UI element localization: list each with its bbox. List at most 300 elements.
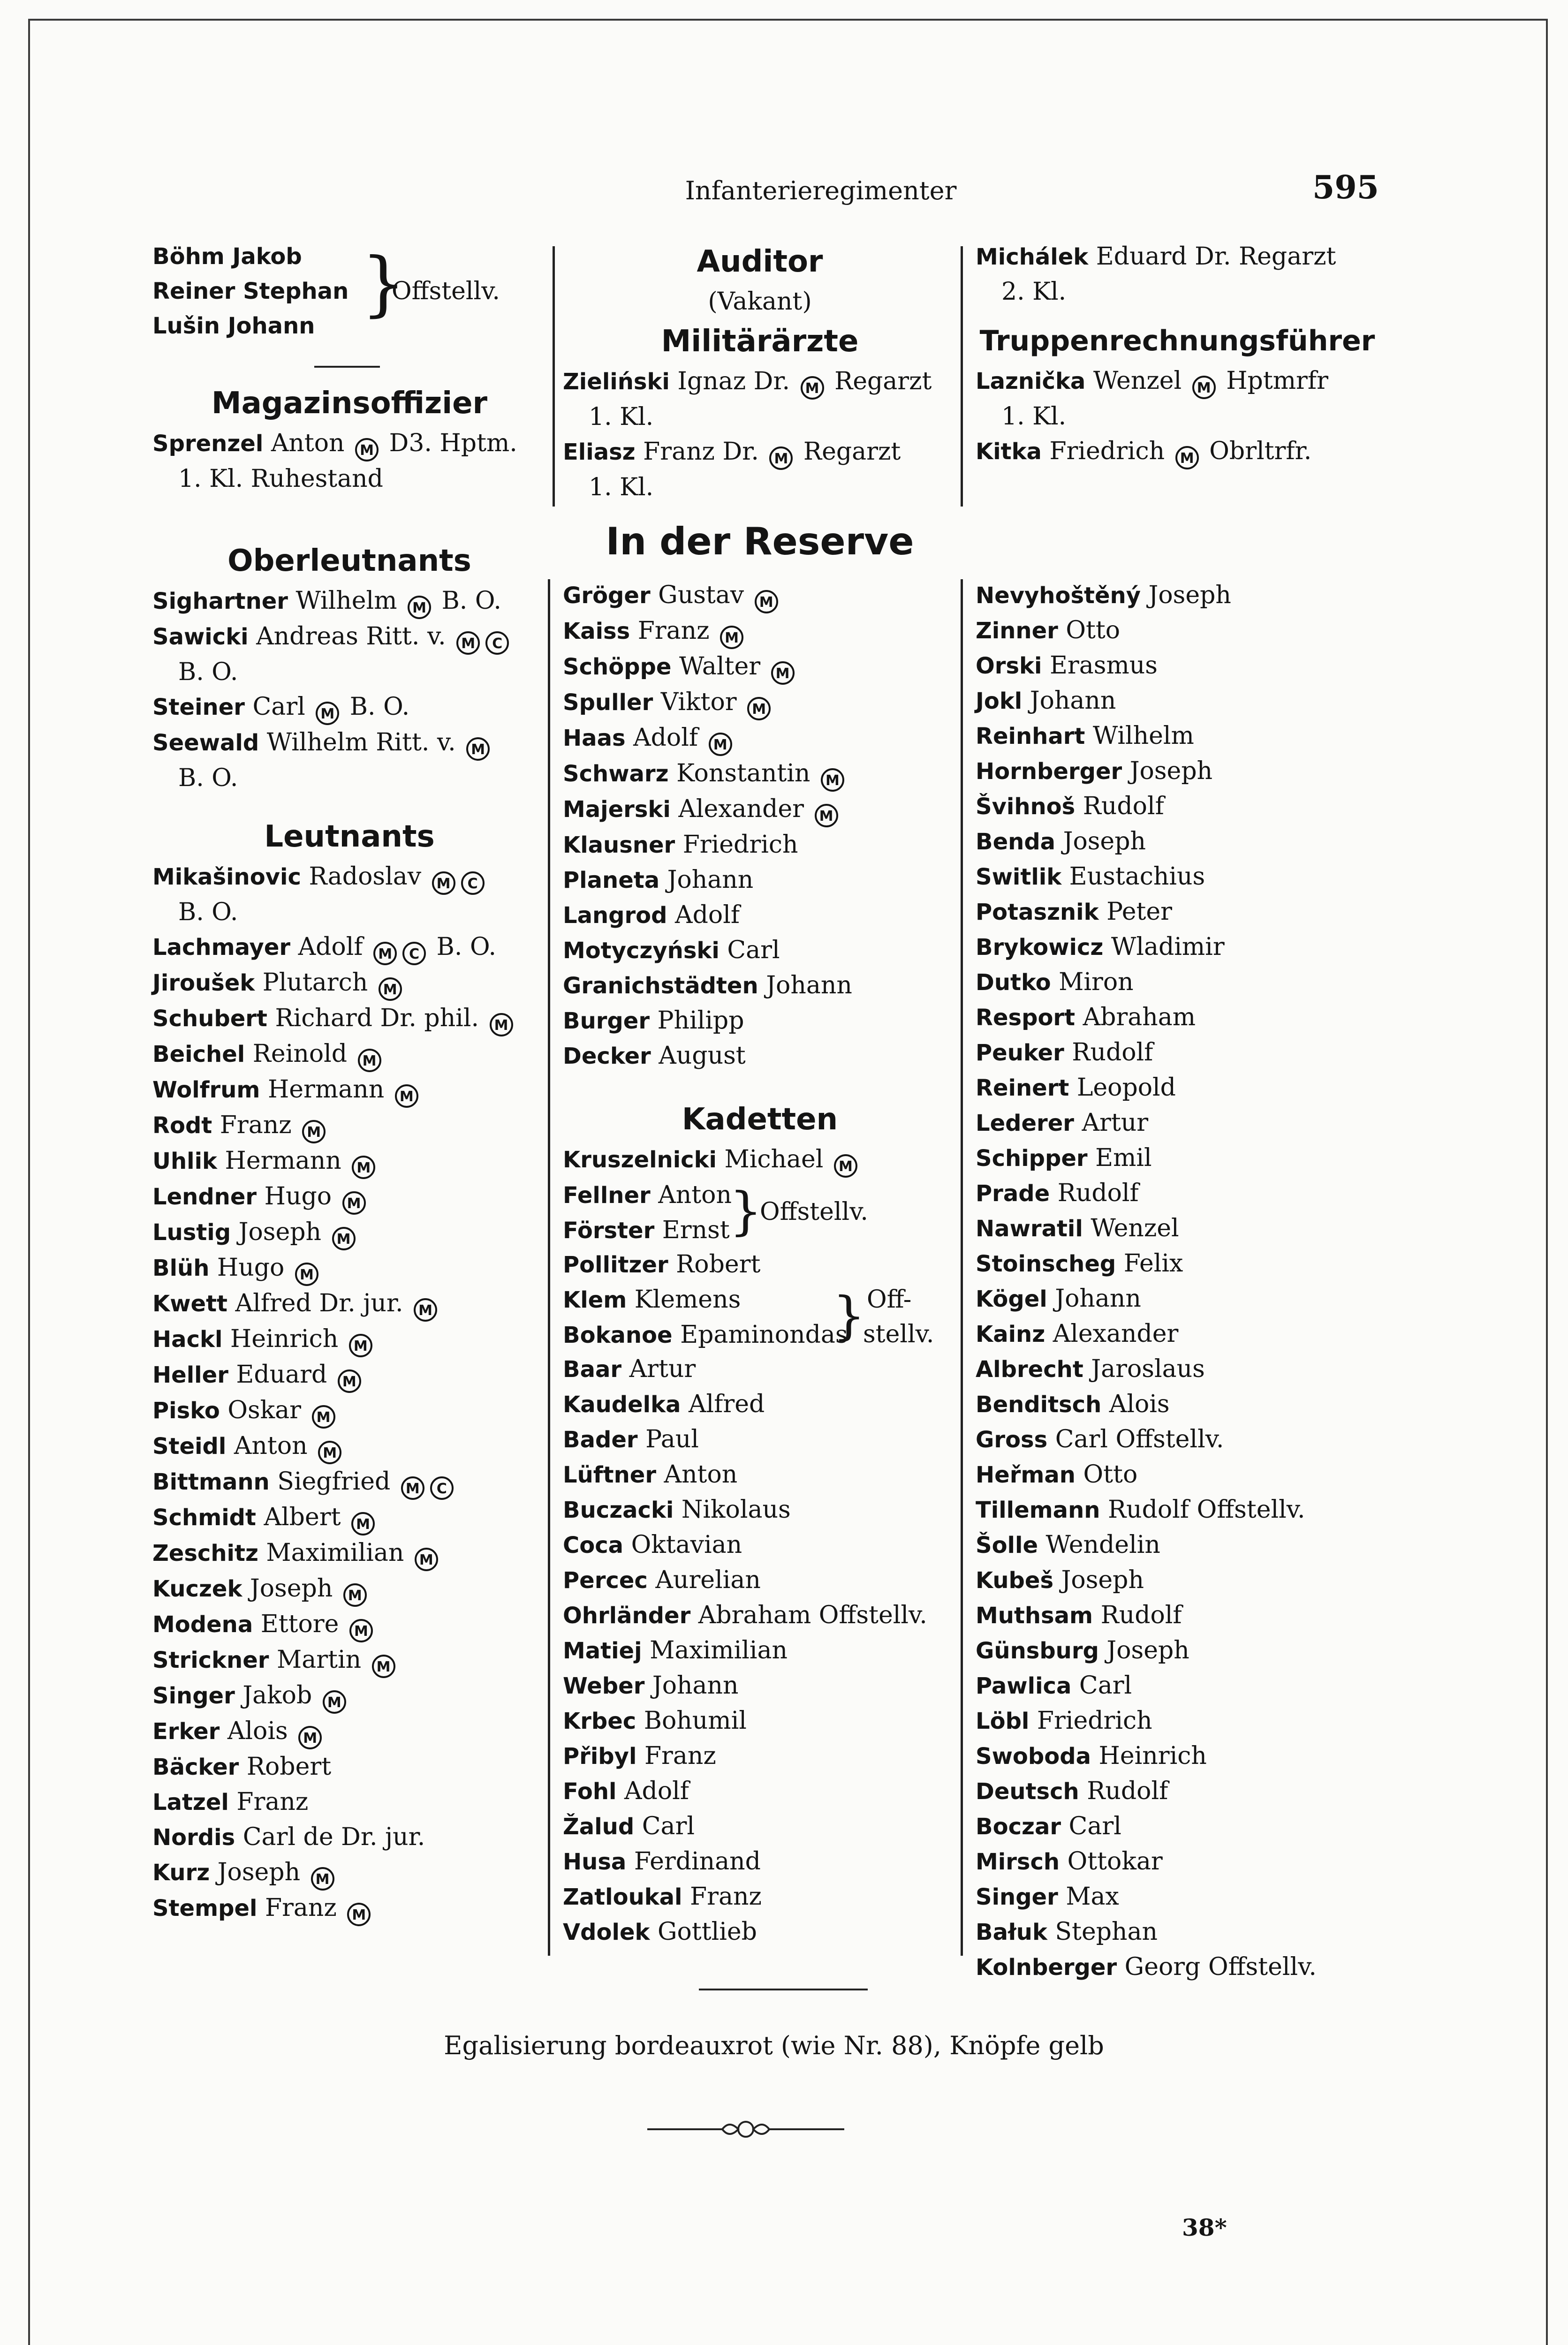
entry-surname: Lachmayer [152,934,291,961]
entry-continuation: B. O. [178,898,238,926]
entry-surname: Mirsch [976,1849,1060,1875]
entry-given: Eustachius [1069,862,1205,891]
m-symbol: M [821,768,844,792]
entry-given: Anton [234,1432,308,1460]
entry-surname: Laznička [976,368,1086,394]
entry-surname: Pisko [152,1398,220,1424]
entry-surname: Beichel [152,1041,245,1067]
entry-surname: Kaiss [563,618,630,644]
entry-tail: D3. Hptm. [389,429,517,457]
entry-given: Radoslav [309,862,422,891]
entry-given: Maximilian [266,1539,404,1567]
m-symbol: M [343,1583,367,1607]
entry-surname: Swoboda [976,1743,1091,1770]
entry-given: Carl [727,936,780,964]
entry-surname: Kitka [976,439,1042,465]
entry-given: Otto [1066,616,1121,644]
m-symbol: M [355,438,379,461]
entry-surname: Švihnoš [976,794,1076,820]
m-symbol: M [323,1690,346,1714]
entry-surname: Nevyhoštěný [976,582,1141,609]
entry-surname: Lendner [152,1184,257,1210]
entry-surname: Decker [563,1043,651,1069]
entry-surname: Mikašinovic [152,864,301,890]
entry-surname: Jiroušek [152,970,255,996]
entry-given: Plutarch [262,968,368,997]
entry-surname: Motyczyński [563,938,720,964]
entry-given: Emil [1095,1144,1152,1172]
column-2-reserve [563,578,957,1950]
entry-surname: Muthsam [976,1603,1093,1629]
entry-surname: Kaudelka [563,1392,681,1418]
entry-given: Max [1066,1883,1119,1911]
entry-given: Artur [1082,1109,1149,1137]
entry-surname: Gross [976,1427,1048,1453]
entry-given: Rudolf [1083,792,1164,820]
entry-given: Johann [1055,1285,1141,1313]
entry-surname: Langrod [563,902,667,929]
entry-given: Hugo [264,1182,332,1210]
entry-surname: Seewald [152,730,259,756]
section-heading-magazinsoffizier: Magazinsoffizier [211,386,488,421]
entry-surname: Schubert [152,1006,267,1032]
entry-given: Abraham [1083,1003,1196,1031]
m-symbol: M [332,1227,356,1250]
entry-surname: Erker [152,1718,220,1745]
entry-surname: Dutko [976,969,1051,996]
entry-given: Carl [1079,1672,1132,1700]
m-symbol: M [358,1049,381,1072]
entry-surname: Kainz [976,1321,1045,1347]
entry-surname: Singer [152,1683,235,1709]
ornament-flourish-left [722,2125,738,2134]
entry-given: Eduard Dr. Regarzt [1096,242,1336,271]
entry-given: Alfred Dr. jur. [235,1289,403,1317]
column-2 [563,239,957,505]
ornament-center [738,2122,753,2137]
entry-surname: Baar [563,1356,622,1383]
entry-given: Johann [766,971,852,999]
entry-given: Peter [1106,898,1173,926]
entry-given: Friedrich [1037,1707,1152,1735]
entry-continuation: B. O. [178,658,238,686]
entry-surname: Boczar [976,1814,1061,1840]
entry-surname: Kruszelnicki [563,1147,717,1173]
entry-given: Michael [724,1145,824,1173]
brace-label: Offstellv. [760,1198,868,1226]
entry-given: Johann [667,866,754,894]
entry-surname: Förster [563,1218,655,1244]
entry-surname: Potasznik [976,899,1099,925]
m-symbol: M [295,1263,318,1286]
m-symbol: M [311,1867,334,1891]
entry-given: Rudolf Offstellv. [1107,1496,1305,1524]
m-symbol: M [456,631,480,655]
entry-given: Georg Offstellv. [1124,1953,1317,1981]
entry-surname: Strickner [152,1647,269,1673]
entry-given: Jaroslaus [1091,1355,1205,1383]
section-heading-militaerarzte: Militärärzte [661,324,859,359]
m-symbol: M [1192,376,1216,399]
entry-surname: Kurz [152,1860,210,1886]
m-symbol: M [298,1726,322,1749]
entry-surname: Kuczek [152,1576,242,1602]
entry-surname: Kögel [976,1286,1047,1312]
entry-given: Franz [265,1894,337,1922]
entry-given: Klemens [634,1286,741,1314]
entry-given: Carl [1068,1812,1121,1840]
column-3 [976,239,1379,469]
m-symbol: M [302,1120,326,1143]
entry-given: Walter [679,652,761,681]
m-symbol: M [755,590,778,613]
m-symbol: M [347,1903,371,1926]
entry-surname: Steidl [152,1433,227,1460]
entry-given: Franz Dr. [643,438,759,466]
entry-given: Adolf [298,933,363,961]
entry-surname: Peuker [976,1040,1064,1066]
entry-tail: B. O. [441,587,501,615]
entry-surname: Bäcker [152,1754,239,1780]
entry-surname: Šolle [976,1532,1038,1558]
entry-surname: Husa [563,1849,627,1875]
m-symbol: M [720,626,743,649]
entry-surname: Spuller [563,689,653,716]
entry-surname: Michálek [976,244,1089,270]
m-symbol: M [771,661,795,685]
m-symbol: M [338,1369,361,1393]
entry-given: Wilhelm [295,587,397,615]
entry-given: Carl [642,1812,695,1840]
entry-given: Franz [236,1788,309,1816]
entry-given: Oskar [227,1396,302,1424]
m-symbol: M [1175,446,1199,469]
m-symbol: M [401,1476,424,1500]
entry-surname: Stempel [152,1895,258,1921]
entry-given: Felix [1123,1249,1183,1278]
entry-given: Andreas Ritt. v. [256,622,446,651]
entry-given: Konstantin [676,759,811,787]
entry-given: Alois [1109,1390,1170,1418]
c-symbol: C [485,631,509,655]
entry-given: Carl de Dr. jur. [242,1823,425,1851]
entry-surname: Zeschitz [152,1540,258,1566]
entry-given: Wilhelm Ritt. v. [266,728,456,756]
entry-given: Stephan [1055,1918,1158,1946]
entry-given: August [659,1042,746,1070]
entry-surname: Bałuk [976,1919,1047,1945]
entry-surname: Eliasz [563,439,636,465]
entry-given: Ignaz Dr. [677,367,790,395]
entry-surname: Kubeš [976,1567,1054,1594]
entry-surname: Fohl [563,1778,617,1805]
entry-given: Robert [676,1250,761,1278]
entry-given: Franz [690,1883,762,1911]
entry-tail: Regarzt [834,367,932,395]
entry-given: Richard Dr. phil. [275,1004,479,1032]
entry-surname: Zatloukal [563,1884,682,1910]
entry-given: Joseph [1148,581,1231,609]
column-1 [152,239,546,1926]
entry-surname: Klausner [563,832,675,858]
m-symbol: M [318,1441,341,1464]
entry-surname: Sprenzel [152,431,264,457]
entry-surname: Benda [976,829,1056,855]
entry-given: Rudolf [1057,1179,1139,1207]
entry-surname: Schöppe [563,654,672,680]
entry-surname: Klem [563,1287,627,1313]
m-symbol: M [490,1013,513,1036]
entry-given: Adolf [675,901,740,929]
entry-surname: Stoinscheg [976,1251,1116,1277]
entry-given: Wendelin [1045,1531,1160,1559]
entry-given: Alois [227,1717,288,1745]
column-rule-right-bottom [961,579,963,1956]
entry-given: Aurelian [655,1566,761,1594]
entry-continuation: 1. Kl. [589,403,654,431]
entry-given: Siegfried [277,1468,391,1496]
entry-given: Viktor [660,688,737,716]
entry-surname: Krbec [563,1708,636,1734]
entry-given: Abraham Offstellv. [698,1601,927,1629]
entry-given: Anton [271,429,345,457]
entry-surname: Bader [563,1427,638,1453]
section-heading-kadetten: Kadetten [682,1102,838,1137]
entry-given: Epaminondas [680,1321,848,1349]
m-symbol: M [312,1405,335,1429]
entry-given: Rudolf [1100,1601,1182,1629]
section-heading-auditor: Auditor [697,244,823,279]
entry-surname: Bokanoe [563,1322,673,1348]
entry-surname: Uhlik [152,1148,217,1174]
m-symbol: M [414,1298,437,1322]
entry-surname: Kwett [152,1291,227,1317]
entry-given: Hermann [225,1147,341,1175]
entry-given: Ernst [662,1216,730,1244]
entry-given: Franz [220,1111,292,1139]
entry-surname: Reinhart [976,723,1085,749]
entry-given: Adolf [624,1777,689,1805]
list-item: Reiner Stephan [152,278,349,304]
entry-surname: Gröger [563,582,651,609]
entry-surname: Heřman [976,1462,1076,1488]
brace-label: stellv. [863,1320,934,1348]
entry-surname: Buczacki [563,1497,674,1523]
entry-given: Maximilian [650,1636,788,1664]
brace: } [361,243,406,325]
entry-given: Eduard [236,1361,327,1389]
entry-surname: Schipper [976,1145,1088,1172]
entry-surname: Zieliński [563,369,670,395]
entry-surname: Pawlica [976,1673,1072,1699]
entry-surname: Granichstädten [563,973,758,999]
entry-given: Nikolaus [681,1496,791,1524]
running-title: Infanterieregimenter [685,176,957,205]
entry-continuation: 1. Kl. [589,473,654,501]
ornament-divider [647,2115,844,2143]
entry-surname: Sawicki [152,624,249,650]
entry-given: Alexander [1053,1320,1179,1348]
entry-given: Anton [658,1181,732,1209]
entry-surname: Ohrländer [563,1603,691,1629]
m-symbol: M [747,697,771,720]
entry-given: Jakob [242,1681,312,1710]
entry-surname: Rodt [152,1112,212,1139]
entry-surname: Heller [152,1362,228,1388]
entry-surname: Hackl [152,1326,223,1353]
kadetten-offstellv-group-1 [563,1178,957,1247]
entry-given: Albert [264,1503,341,1531]
page-number: 595 [1312,169,1379,206]
entry-surname: Kolnberger [976,1954,1117,1981]
entry-tail: Regarzt [803,438,901,466]
entry-surname: Pollitzer [563,1252,668,1278]
entry-surname: Prade [976,1180,1050,1207]
entry-given: Ottokar [1067,1847,1163,1876]
section-heading-reserve: In der Reserve [606,520,914,563]
entry-surname: Přibyl [563,1743,637,1770]
entry-given: Johann [652,1672,739,1700]
entry-surname: Latzel [152,1789,229,1815]
entry-surname: Steiner [152,694,245,720]
entry-given: Miron [1059,968,1134,996]
entry-tail: Hptmrfr [1226,367,1328,395]
m-symbol: M [834,1154,857,1178]
entry-surname: Nawratil [976,1216,1083,1242]
m-symbol: M [342,1191,366,1215]
entry-given: Joseph [1061,1566,1144,1594]
list-item: Lušin Johann [152,313,315,339]
entry-given: Robert [246,1753,332,1781]
ornament-flourish-right [753,2125,769,2134]
m-symbol: M [373,942,397,965]
entry-continuation: B. O. [178,764,238,792]
entry-given: Rudolf [1087,1777,1168,1805]
entry-surname: Resport [976,1005,1076,1031]
m-symbol: M [349,1619,373,1642]
m-symbol: M [769,446,793,470]
m-symbol: M [432,871,455,895]
entry-given: Otto [1083,1460,1138,1489]
list-item: Böhm Jakob [152,243,302,270]
entry-surname: Percec [563,1567,648,1594]
signature-mark: 38* [1182,2214,1227,2241]
entry-continuation: 2. Kl. [1001,278,1067,306]
entry-surname: Majerski [563,796,671,823]
entry-surname: Brykowicz [976,934,1104,961]
entry-given: Franz [644,1742,716,1770]
entry-tail: B. O. [436,933,497,961]
entry-given: Hermann [267,1075,385,1104]
entry-given: Friedrich [1049,437,1165,465]
entry-given: Erasmus [1049,651,1158,680]
entry-given: Wladimir [1111,933,1225,961]
entry-surname: Coca [563,1532,624,1558]
entry-surname: Tillemann [976,1497,1100,1523]
column-rule-left-top [553,246,555,507]
entry-surname: Reinert [976,1075,1069,1101]
entry-surname: Weber [563,1673,645,1699]
m-symbol: M [352,1156,375,1179]
entry-given: Adolf [633,724,698,752]
column-rule-right-top [961,246,963,507]
entry-given: Joseph [1063,827,1146,855]
kadetten-offstellv-group-2 [563,1282,957,1352]
entry-given: Hugo [217,1254,285,1282]
entry-continuation: 1. Kl. Ruhestand [178,465,383,493]
entry-surname: Schwarz [563,761,669,787]
brace-label: Offstellv. [392,277,500,305]
m-symbol: M [395,1084,418,1108]
entry-surname: Fellner [563,1182,651,1209]
entry-given: Bohumil [644,1707,747,1735]
entry-given: Rudolf [1072,1038,1153,1067]
entry-surname: Jokl [976,688,1023,714]
entry-given: Anton [664,1460,738,1489]
entry-surname: Löbl [976,1708,1030,1734]
m-symbol: M [408,596,431,619]
footer-note: Egalisierung bordeauxrot (wie Nr. 88), Knöpfe gelb [444,2031,1104,2060]
entry-given: Leopold [1076,1074,1176,1102]
entry-surname: Žalud [563,1814,635,1840]
entry-surname: Nordis [152,1824,235,1851]
section-heading-oberleutnants: Oberleutnants [227,544,471,578]
entry-surname: Wolfrum [152,1077,260,1103]
entry-given: Heinrich [1098,1742,1207,1770]
c-symbol: C [402,942,426,965]
m-symbol: M [372,1655,395,1678]
entry-given: Alfred [688,1390,765,1418]
entry-tail: Obrltrfr. [1209,437,1312,465]
brace-label: Off- [867,1286,912,1314]
entry-given: Carl [252,693,305,721]
m-symbol: M [415,1548,438,1571]
entry-surname: Blüh [152,1255,210,1281]
separator-rule [314,366,380,368]
entry-given: Wenzel [1093,367,1182,395]
entry-given: Wilhelm [1092,722,1194,750]
entry-given: Carl Offstellv. [1055,1425,1224,1453]
entry-surname: Lustig [152,1219,231,1246]
entry-surname: Günsburg [976,1638,1099,1664]
brace: } [833,1286,865,1346]
entry-surname: Sighartner [152,588,288,614]
entry-given: Reinold [252,1040,348,1068]
entry-given: Joseph [250,1574,333,1603]
entry-given: Gustav [658,581,744,609]
auditor-note: (Vakant) [708,287,812,316]
m-symbol: M [351,1512,375,1536]
entry-surname: Lüftner [563,1462,656,1488]
entry-continuation: 1. Kl. [1001,402,1067,431]
c-symbol: C [430,1476,454,1500]
m-symbol: M [801,376,824,400]
footer-separator-rule [699,1989,868,1990]
entry-tail: B. O. [349,693,410,721]
m-symbol: M [349,1334,372,1357]
m-symbol: M [379,977,402,1001]
entry-given: Friedrich [682,831,798,859]
entry-given: Paul [645,1425,699,1453]
entry-given: Joseph [1129,757,1213,785]
entry-surname: Matiej [563,1638,642,1664]
entry-surname: Switlik [976,864,1062,890]
entry-given: Philipp [657,1006,744,1035]
entry-given: Joseph [238,1218,322,1246]
entry-given: Joseph [217,1858,301,1886]
entry-given: Ettore [260,1610,339,1638]
entry-given: Heinrich [230,1325,339,1353]
